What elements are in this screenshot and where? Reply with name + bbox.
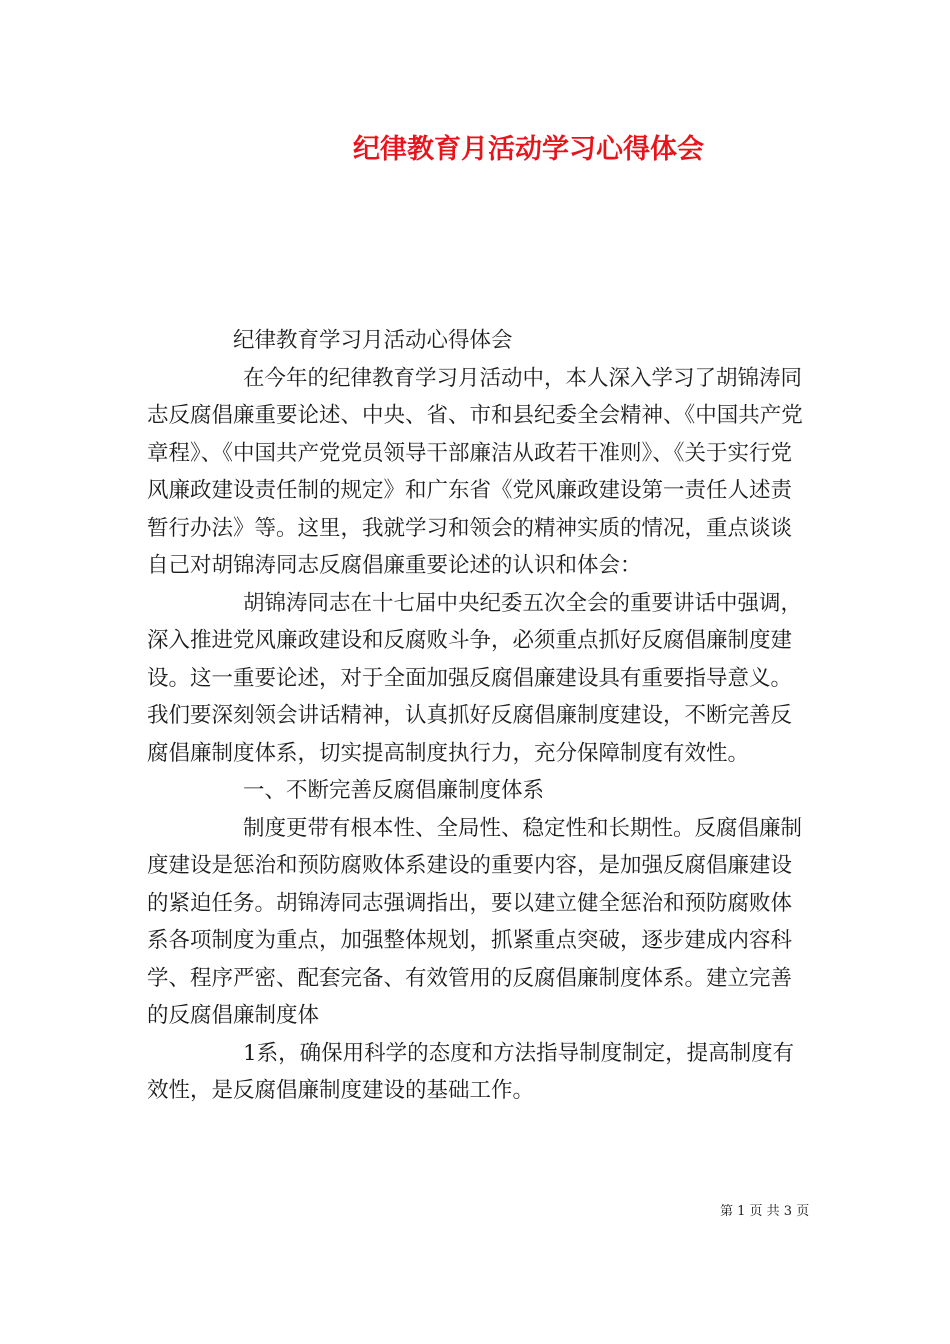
section-subtitle: 纪律教育学习月活动心得体会 [233, 328, 513, 353]
paragraph: 制度更带有根本性、全局性、稳定性和长期性。反腐倡廉制度建设是惩治和预防腐败体系建设的重要内容，是加强反腐倡廉建设的紧迫任务。胡锦涛同志强调指出，要以建立健全惩治和预防腐败体系各项制度为重点，加强整体规划，抓紧重点突破，逐步建成内容科学、程序严密、配套完备、有效管用的反腐倡廉制度体系。建立完善的反腐倡廉制度体 [147, 815, 803, 1028]
paragraph: 1系，确保用科学的态度和方法指导制度制定，提高制度有效性，是反腐倡廉制度建设的基础工作。 [147, 1040, 795, 1103]
paragraph: 在今年的纪律教育学习月活动中，本人深入学习了胡锦涛同志反腐倡廉重要论述、中央、省、市和县纪委全会精神、《中国共产党章程》、《中国共产党党员领导干部廉洁从政若干准则》、《关于实行党风廉政建设责任制的规定》和广东省《党风廉政建设第一责任人述责暂行办法》等。这里，我就学习和领会的精神实质的情况，重点谈谈自己对胡锦涛同志反腐倡廉重要论述的认识和体会： [147, 365, 803, 578]
document-title: 纪律教育月活动学习心得体会 [353, 134, 704, 165]
section-heading: 一、不断完善反腐倡廉制度体系 [243, 778, 545, 803]
page-number: 第 1 页 共 3 页 [720, 1204, 810, 1219]
document-body [147, 322, 813, 1110]
paragraph: 胡锦涛同志在十七届中央纪委五次全会的重要讲话中强调，深入推进党风廉政建设和反腐败斗争，必须重点抓好反腐倡廉制度建设。这一重要论述，对于全面加强反腐倡廉建设具有重要指导意义。我们要深刻领会讲话精神，认真抓好反腐倡廉制度建设，不断完善反腐倡廉制度体系，切实提高制度执行力，充分保障制度有效性。 [147, 590, 803, 766]
